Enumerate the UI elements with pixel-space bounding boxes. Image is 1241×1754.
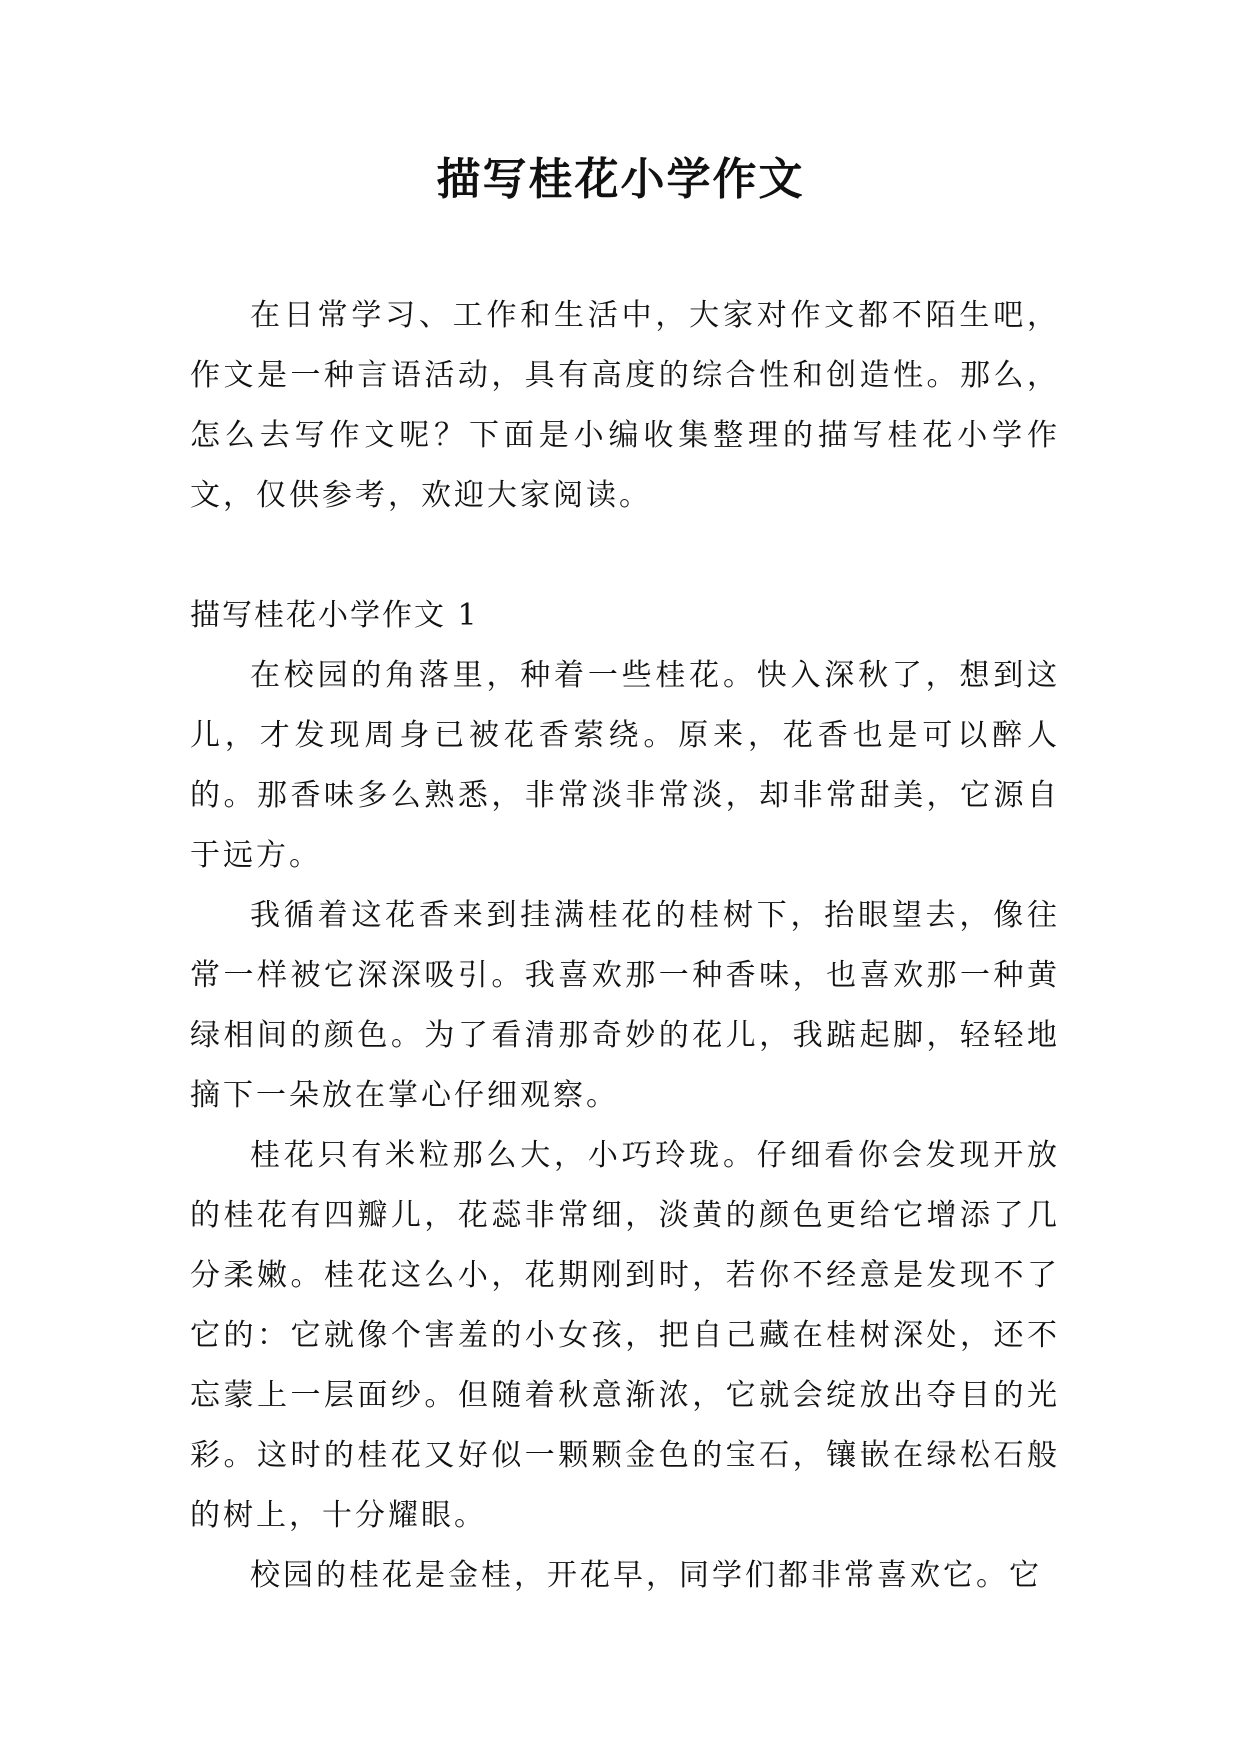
body-paragraph: 我循着这花香来到挂满桂花的桂树下，抬眼望去，像往常一样被它深深吸引。我喜欢那一种香味，也喜欢那一种黄绿相间的颜色。为了看清那奇妙的花儿，我踮起脚，轻轻地摘下一朵放在掌心仔细观察。 xyxy=(190,898,1060,1113)
body-paragraph: 在校园的角落里，种着一些桂花。快入深秋了，想到这儿，才发现周身已被花香萦绕。原来，花香也是可以醉人的。那香味多么熟悉，非常淡非常淡，却非常甜美，它源自于远方。 xyxy=(190,658,1060,873)
body-paragraph: 桂花只有米粒那么大，小巧玲珑。仔细看你会发现开放的桂花有四瓣儿，花蕊非常细，淡黄的颜色更给它增添了几分柔嫩。桂花这么小，花期刚到时，若你不经意是发现不了它的：它就像个害羞的小女孩，把自己藏在桂树深处，还不忘蒙上一层面纱。但随着秋意渐浓，它就会绽放出夺目的光彩。这时的桂花又好似一颗颗金色的宝石，镶嵌在绿松石般的树上，十分耀眼。 xyxy=(190,1138,1060,1533)
document-title: 描写桂花小学作文 xyxy=(436,154,805,205)
document-body xyxy=(190,286,1060,1606)
body-paragraph: 校园的桂花是金桂，开花早，同学们都非常喜欢它。它 xyxy=(250,1558,1042,1593)
section-heading: 描写桂花小学作文 1 xyxy=(190,598,479,633)
intro-paragraph: 在日常学习、工作和生活中，大家对作文都不陌生吧，作文是一种言语活动，具有高度的综合性和创造性。那么，怎么去写作文呢？下面是小编收集整理的描写桂花小学作文，仅供参考，欢迎大家阅读。 xyxy=(190,298,1060,513)
